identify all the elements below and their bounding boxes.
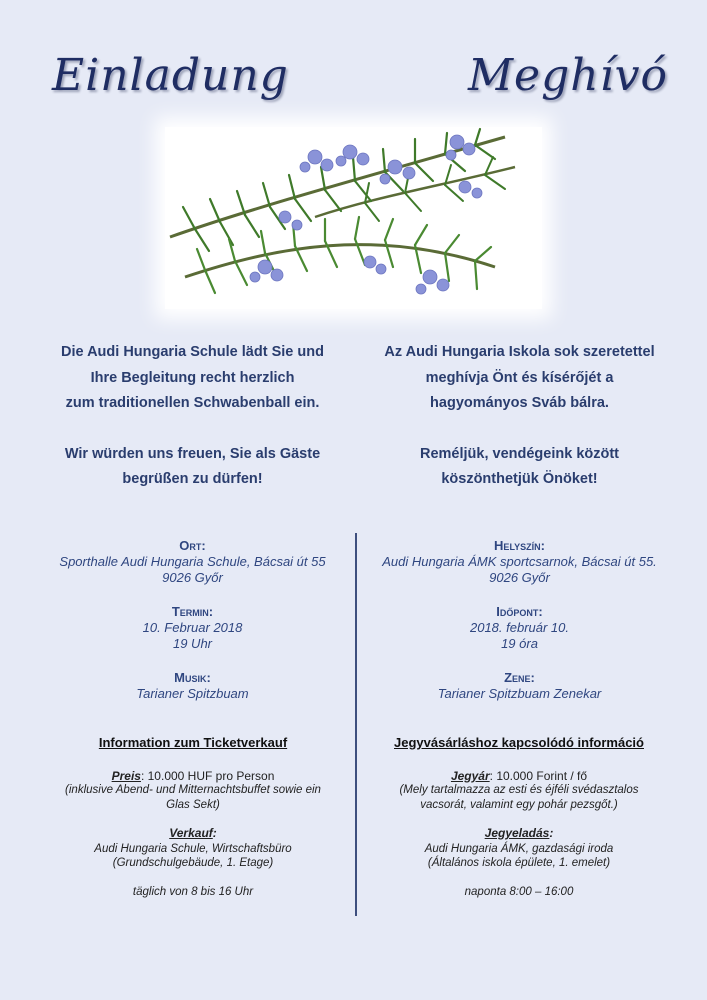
music-value: Tarianer Spitzbuam (136, 686, 249, 701)
title-meghivo: Meghívó (468, 50, 669, 101)
rosemary-illustration (165, 127, 542, 309)
price-note: (Mely tartalmazza az esti és éjféli svédasztalos vacsorát, valamint egy pohár pezsgőt.) (399, 784, 639, 811)
price-label: Jegyár (450, 768, 490, 783)
place-line: 9026 Győr (162, 570, 223, 585)
ticket-heading: Information zum Ticketverkauf (98, 735, 288, 750)
sale-label: Jegyeladás (484, 826, 550, 840)
sale-label: Verkauf (169, 826, 213, 840)
price-note: (inklusive Abend- und Mitternachtsbuffet sowie ein Glas Sekt) (65, 784, 321, 811)
ticket-heading: Jegyvásárláshoz kapcsolódó információ (394, 735, 644, 750)
intro-line: meghívja Önt és kísérőjét a (425, 369, 614, 386)
place-label: Helyszín: (494, 538, 545, 553)
date-line: 10. Februar 2018 (142, 620, 243, 635)
date-label: Termin: (171, 604, 214, 619)
opening-hours: naponta 8:00 – 16:00 (464, 885, 574, 898)
greeting-line: köszönthetjük Önöket! (441, 471, 598, 487)
sale-line: Audi Hungaria Schule, Wirtschaftsbüro (94, 842, 292, 855)
rosemary-image (165, 127, 542, 309)
greeting-line: Wir würden uns freuen, Sie als Gäste (64, 445, 321, 462)
details-hu (362, 538, 677, 720)
title-einladung: Einladung (52, 50, 289, 101)
music-value: Tarianer Spitzbuam Zenekar (437, 686, 602, 701)
music-label: Zene: (504, 670, 535, 685)
price-value: : 10.000 Forint / fő (489, 768, 588, 783)
sale-colon: : (549, 826, 554, 840)
intro-line: Ihre Begleitung recht herzlich (90, 369, 295, 386)
time-line: 19 óra (501, 636, 538, 651)
greeting-line: Reméljük, vendégeink között (419, 445, 620, 462)
greeting-line: begrüßen zu dürfen! (122, 471, 263, 487)
place-line: 9026 Győr (489, 570, 550, 585)
sale-line: (Általános iskola épülete, 1. emelet) (427, 857, 611, 869)
details-de (30, 538, 355, 720)
date-label: Időpont: (496, 604, 543, 619)
sale-colon: : (212, 826, 217, 840)
price-value: : 10.000 HUF pro Person (140, 768, 275, 783)
column-divider (355, 533, 357, 916)
date-line: 2018. február 10. (469, 620, 570, 635)
intro-line: zum traditionellen Schwabenball ein. (65, 395, 320, 411)
intro-line: hagyományos Sváb bálra. (430, 395, 609, 411)
music-label: Musik: (174, 670, 211, 685)
intro-de (30, 340, 355, 493)
opening-hours: täglich von 8 bis 16 Uhr (132, 885, 254, 898)
intro-line: Az Audi Hungaria Iskola sok szeretettel (384, 344, 655, 360)
intro-line: Die Audi Hungaria Schule lädt Sie und (61, 344, 324, 360)
place-line: Sporthalle Audi Hungaria Schule, Bácsai út 55 (59, 554, 326, 569)
price-label: Preis (111, 768, 141, 783)
intro-hu (362, 340, 677, 493)
ticket-info-hu (378, 736, 660, 899)
sale-line: Audi Hungaria ÁMK, gazdasági iroda (424, 842, 614, 855)
place-label: Ort: (179, 538, 206, 553)
time-line: 19 Uhr (172, 636, 213, 651)
place-line: Audi Hungaria ÁMK sportcsarnok, Bácsai út 55. (382, 554, 657, 569)
ticket-info-de (55, 736, 331, 899)
sale-line: (Grundschulgebäude, 1. Etage) (112, 857, 274, 869)
